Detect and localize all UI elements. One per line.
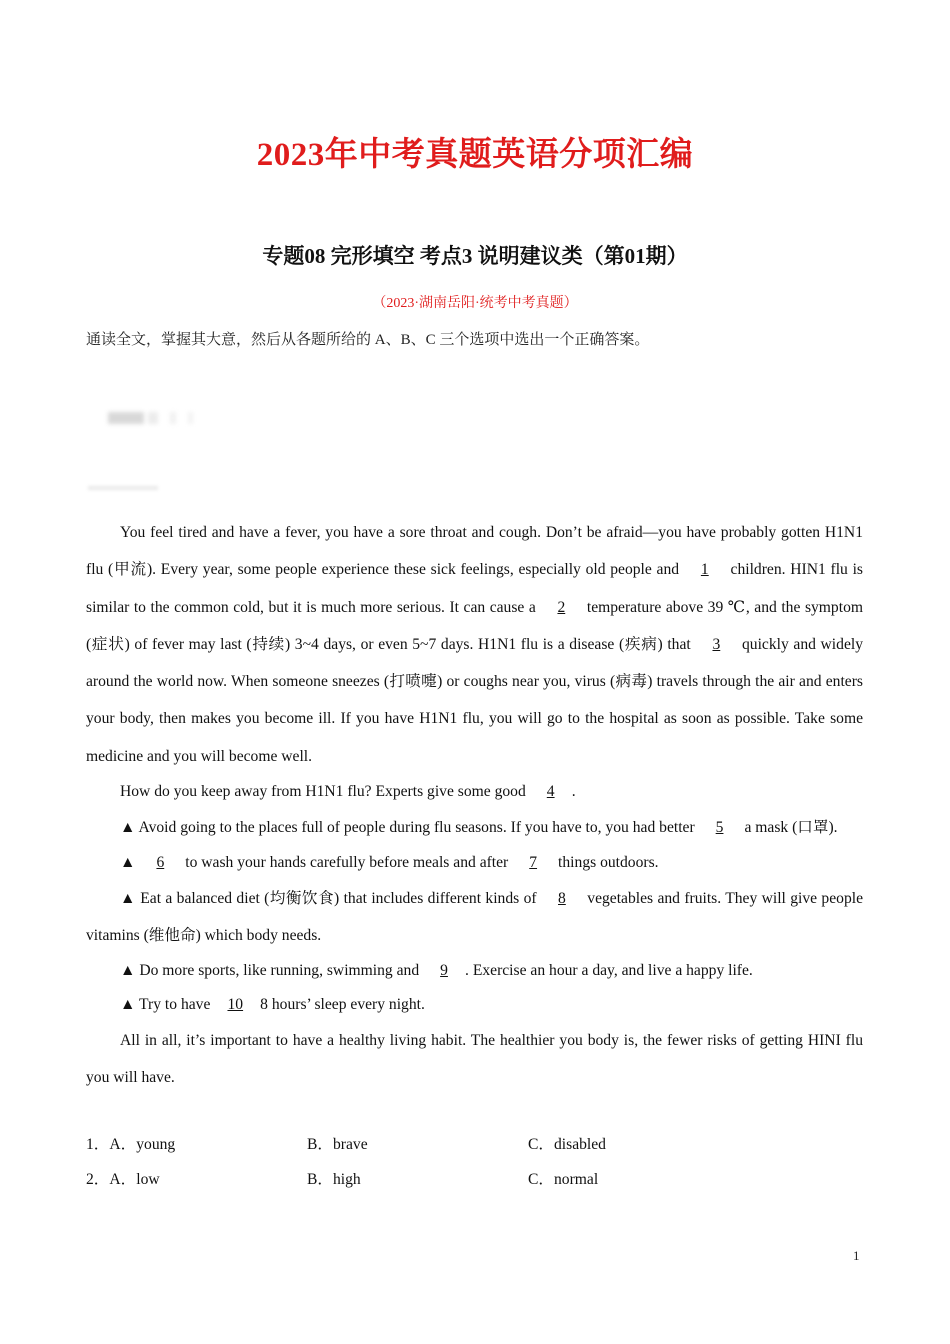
text-run: things outdoors. [554, 854, 659, 872]
blank-number: 10 [227, 996, 244, 1014]
option-b: B．high [307, 1171, 361, 1188]
paragraph-8: All in all, it’s important to have a healthy living habit. The healthier you body is, the fewer risks of getting HINI flu you will have. [86, 1032, 863, 1087]
text-run: a mask (口罩). [740, 819, 838, 837]
text-run: to wash your hands carefully before meals and after [181, 854, 513, 872]
passage [86, 514, 863, 1096]
text-run: ▲ Avoid going to the places full of people during flu seasons. If you have to, you had better [120, 819, 699, 837]
blurred-line-fragment [88, 486, 158, 490]
text-run: . Exercise an hour a day, and live a happy life. [465, 962, 753, 980]
blank-10 [214, 988, 256, 1022]
blank-number: 5 [715, 819, 724, 837]
instruction-text: 通读全文，掌握其大意，然后从各题所给的 A、B、C 三个选项中选出一个正确答案。 [86, 332, 650, 348]
blank-number: 3 [712, 635, 721, 653]
option-a: 1．A．young [86, 1136, 176, 1153]
paragraph-7 [86, 988, 863, 1022]
sub-title: 专题08 完形填空 考点3 说明建议类（第01期） [262, 244, 688, 268]
blank-3 [695, 626, 737, 663]
blank-number: 7 [529, 854, 538, 872]
text-run: How do you keep away from H1N1 flu? Experts give some good [120, 783, 530, 801]
blank-1 [684, 551, 726, 588]
main-title: 2023年中考真题英语分项汇编 [256, 137, 694, 173]
source-note: （2023·湖南岳阳·统考中考真题） [372, 296, 578, 311]
text-run: ▲ Eat a balanced diet (均衡饮食) that includes different kinds of [120, 890, 541, 908]
blank-9 [423, 954, 465, 988]
blank-number: 8 [558, 890, 566, 908]
paragraph-6 [86, 954, 863, 988]
text-run: quickly and widely around the world now. When someone sneezes (打喷嚏) or coughs near you, virus (病毒) travels through the air and enters your body, then makes you become ill. If you have H1N1 flu, you will go to the hospital as soon as possible. Take some medicine and you will become well. [86, 635, 863, 765]
text-run: temperature above 39 ℃, and the symptom (症状) of fever may last (持续) 3~4 days, or even 5~7 days. H1N1 flu is a disease (疾病) that [86, 598, 863, 653]
paragraph-3 [86, 809, 863, 846]
option-a: 2．A．low [86, 1171, 160, 1188]
paragraph-2 [86, 775, 863, 809]
blank-number: 4 [546, 783, 555, 801]
paragraph-4 [86, 846, 863, 880]
blank-8 [541, 880, 583, 917]
blank-number: 6 [156, 854, 165, 872]
answer-options [86, 1132, 863, 1202]
blank-number: 9 [440, 962, 448, 980]
text-run: vegetables and fruits. They will give people vitamins (维他命) which body needs. [86, 890, 863, 945]
question-row-2 [86, 1167, 863, 1202]
text-run: ▲ Try to have [120, 996, 215, 1014]
text-run: 8 hours’ sleep every night. [256, 996, 425, 1014]
text-run: ▲ Do more sports, like running, swimming and [120, 962, 424, 980]
blank-5 [699, 809, 741, 846]
text-run: You feel tired and have a fever, you have a sore throat and cough. Don’t be afraid—you have probably gotten H1N1 flu (甲流). Every year, some people experience these sick feelings, especially old people and [86, 524, 863, 579]
question-row-1 [86, 1132, 863, 1167]
blank-number: 2 [557, 598, 566, 616]
blank-4 [530, 775, 572, 809]
paragraph-1 [86, 514, 863, 775]
blank-2 [540, 589, 582, 626]
blank-6 [139, 846, 181, 880]
blank-7 [512, 846, 554, 880]
text-run: children. HIN1 flu is similar to the common cold, but it is much more serious. It can cause a [86, 561, 863, 616]
option-c: C．disabled [528, 1136, 606, 1153]
option-c: C．normal [528, 1171, 599, 1188]
text-run: ▲ [120, 854, 140, 872]
page-number: 1 [853, 1248, 860, 1263]
paragraph-5 [86, 880, 863, 954]
blank-number: 1 [700, 561, 709, 579]
option-b: B．brave [307, 1136, 368, 1153]
blurred-image-fragment [108, 408, 208, 428]
text-run: . [571, 783, 576, 801]
